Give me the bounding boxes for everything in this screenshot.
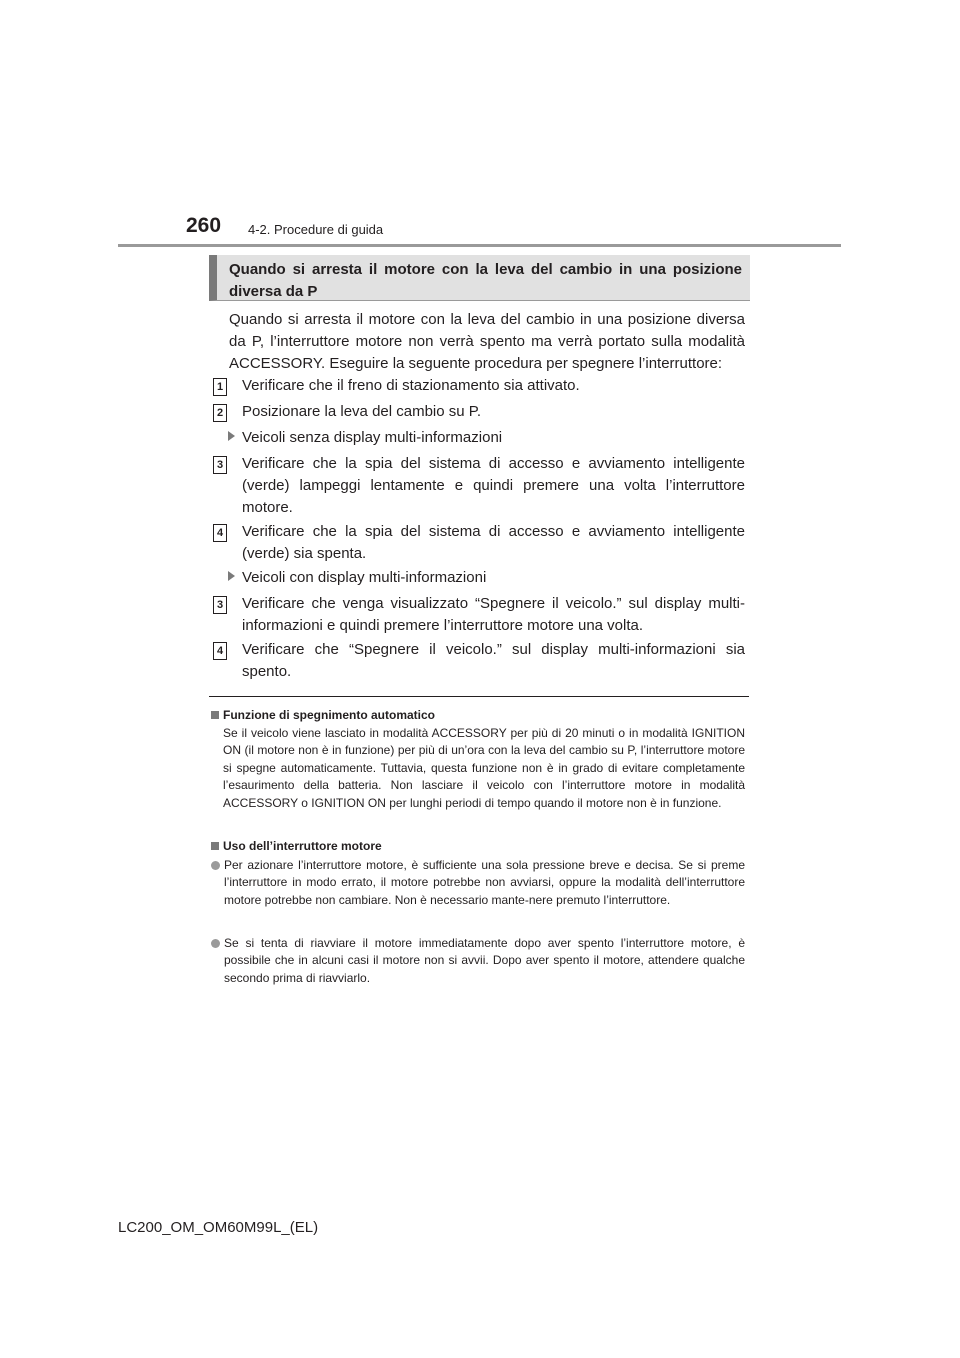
- page-number: 260: [186, 214, 222, 237]
- circle-bullet-icon: [211, 939, 220, 948]
- usage-bullet-1: [211, 857, 745, 909]
- triangle-bullet-icon: [228, 571, 235, 581]
- step-number-badge: 3: [213, 456, 227, 474]
- note-body-auto-off: Se il veicolo viene lasciato in modalità ACCESSORY per più di 20 minuti o in modalità IGNITION ON (il motore non è in funzione) per più di un’ora con la leva del cambio su P, l’interruttore motore si spegne automaticamente. Tuttavia, questa funzione non è in grado di evitare completamente l’esaurimento della batteria. Non lasciare il veicolo con l’interruttore motore in modalità ACCESSORY o IGNITION ON per lunghi periodi di tempo quando il motore non è in funzione.: [223, 726, 745, 810]
- step-1: [213, 375, 745, 397]
- step-number-badge: 4: [213, 524, 227, 542]
- circle-bullet-icon: [211, 861, 220, 870]
- square-bullet-icon: [211, 842, 219, 850]
- step-number-badge: 3: [213, 596, 227, 614]
- note-title-auto-off: [211, 707, 435, 723]
- intro-paragraph: Quando si arresta il motore con la leva del cambio in una posizione diversa da P, l’interruttore motore non verrà spento ma verrà portato sulla modalità ACCESSORY. Eseguire la seguente procedura per spegnere l’interruttore:: [229, 311, 745, 372]
- square-bullet-icon: [211, 711, 219, 719]
- step-text: Verificare che il freno di stazionamento sia attivato.: [242, 377, 580, 394]
- step-text: Verificare che la spia del sistema di accesso e avviamento intelligente (verde) sia spenta.: [242, 523, 745, 562]
- step-number-badge: 4: [213, 642, 227, 660]
- note-title-usage: [211, 838, 382, 854]
- bullet-text: Per azionare l’interruttore motore, è sufficiente una sola pressione breve e decisa. Se si preme l’interruttore in modo errato, il motore potrebbe non avviarsi, oppure la modalità dell’interruttore motore potrebbe non cambiare. Non è necessario mante-nere premuto l’interruttore.: [224, 858, 745, 907]
- subhead-no-display: [228, 427, 502, 449]
- step-number-badge: 1: [213, 378, 227, 396]
- document-code-footer: LC200_OM_OM60M99L_(EL): [118, 1219, 319, 1236]
- step-text: Verificare che venga visualizzato “Spegnere il veicolo.” sul display multi-informazioni e quindi premere l’interruttore motore una volta.: [242, 595, 745, 634]
- notes-rule: [209, 696, 749, 697]
- step-3-no-display: [213, 453, 745, 519]
- procedure-heading-box: Quando si arresta il motore con la leva del cambio in una posizione diversa da P: [209, 255, 750, 301]
- subhead-text: Veicoli con display multi-informazioni: [242, 569, 487, 586]
- step-2: [213, 401, 745, 423]
- note-title-text: Uso dell’interruttore motore: [223, 839, 382, 853]
- step-number-badge: 2: [213, 404, 227, 422]
- section-title: 4-2. Procedure di guida: [248, 222, 384, 237]
- triangle-bullet-icon: [228, 431, 235, 441]
- step-text: Posizionare la leva del cambio su P.: [242, 403, 482, 420]
- bullet-text: Se si tenta di riavviare il motore immediatamente dopo aver spento l’interruttore motore, è possibile che in alcuni casi il motore non si avvii. Dopo aver spento il motore, attendere qualche secondo prima di riavviarlo.: [224, 936, 745, 985]
- header-rule: [118, 244, 841, 247]
- step-4-no-display: [213, 521, 745, 565]
- note-title-text: Funzione di spegnimento automatico: [223, 708, 436, 722]
- step-3-with-display: [213, 593, 745, 637]
- subhead-with-display: [228, 567, 486, 589]
- step-text: Verificare che “Spegnere il veicolo.” sul display multi-informazioni sia spento.: [242, 641, 745, 680]
- step-4-with-display: [213, 639, 745, 683]
- step-text: Verificare che la spia del sistema di accesso e avviamento intelligente (verde) lampeggi lentamente e quindi premere una volta l’interruttore motore.: [242, 455, 745, 516]
- usage-bullet-2: [211, 935, 745, 987]
- subhead-text: Veicoli senza display multi-informazioni: [242, 429, 503, 446]
